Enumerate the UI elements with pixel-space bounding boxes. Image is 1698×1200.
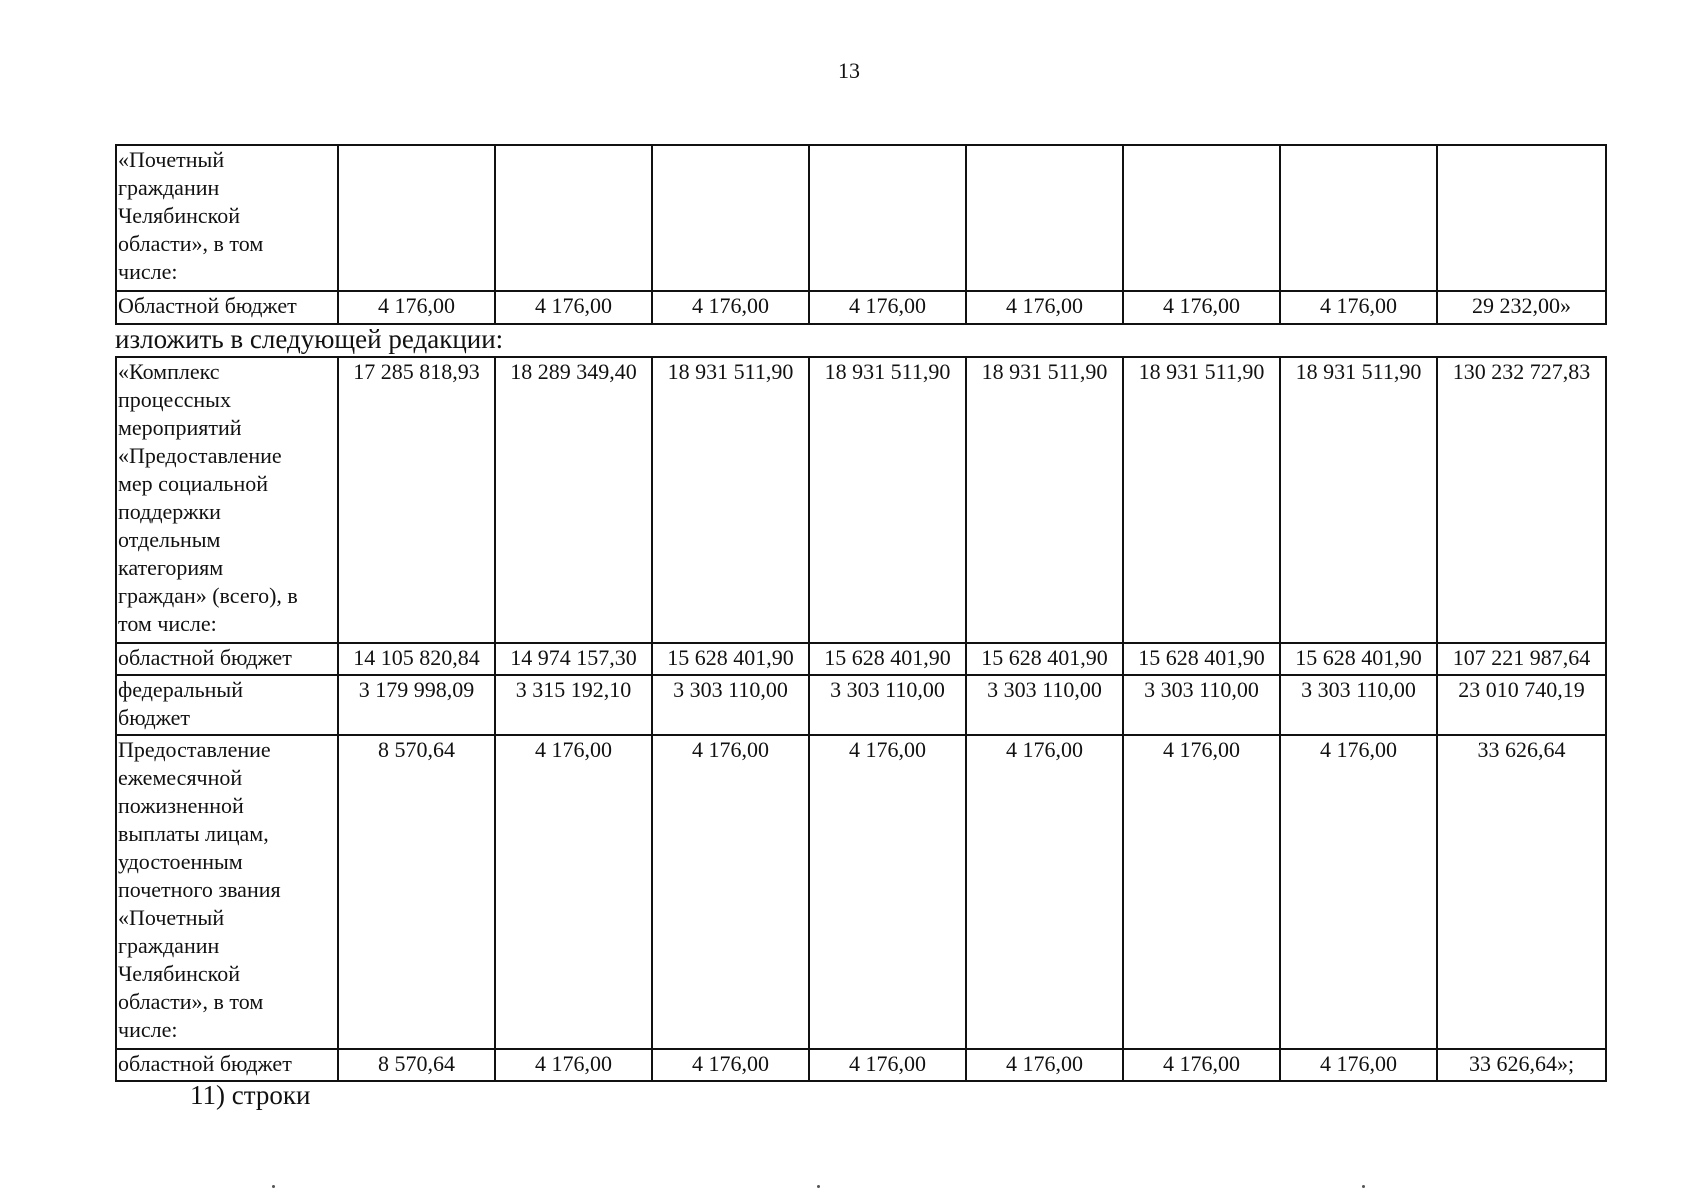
- table-row: [116, 675, 1606, 735]
- scan-dot: [1362, 1185, 1365, 1188]
- row-label: областной бюджет: [116, 643, 338, 675]
- old-budget-table: [115, 144, 1607, 325]
- table-cell: 4 176,00: [495, 735, 652, 1049]
- table-cell: [1437, 145, 1606, 291]
- table-cell: 4 176,00: [1123, 291, 1280, 324]
- table-cell: [809, 145, 966, 291]
- scan-dot: [817, 1185, 820, 1188]
- table-cell: 4 176,00: [338, 291, 495, 324]
- next-item-text: 11) строки: [190, 1080, 311, 1110]
- table-row: [116, 643, 1606, 675]
- table-cell: 33 626,64: [1437, 735, 1606, 1049]
- table-row: [116, 291, 1606, 324]
- table-cell: 3 303 110,00: [1280, 675, 1437, 735]
- table-cell: 4 176,00: [809, 1049, 966, 1081]
- table-cell: [1280, 145, 1437, 291]
- table-cell: 18 931 511,90: [966, 357, 1123, 643]
- row-label: Областной бюджет: [116, 291, 338, 324]
- table-cell: 4 176,00: [495, 1049, 652, 1081]
- table-cell: 14 105 820,84: [338, 643, 495, 675]
- table-cell: 130 232 727,83: [1437, 357, 1606, 643]
- table-row: [116, 735, 1606, 1049]
- table-row: [116, 145, 1606, 291]
- table-cell: 15 628 401,90: [652, 643, 809, 675]
- row-label: «Почетный гражданин Челябинской области», в том числе:: [116, 145, 338, 291]
- table-cell: 4 176,00: [1280, 1049, 1437, 1081]
- table-cell: 4 176,00: [1123, 1049, 1280, 1081]
- table-row: [116, 1049, 1606, 1081]
- table-cell: 4 176,00: [966, 1049, 1123, 1081]
- table-cell: 15 628 401,90: [1280, 643, 1437, 675]
- table-cell: 3 303 110,00: [966, 675, 1123, 735]
- table-cell: 8 570,64: [338, 735, 495, 1049]
- row-label: областной бюджет: [116, 1049, 338, 1081]
- table-cell: 3 315 192,10: [495, 675, 652, 735]
- instruction-text: изложить в следующей редакции:: [115, 324, 504, 354]
- table-cell: 4 176,00: [966, 291, 1123, 324]
- table-cell: 15 628 401,90: [966, 643, 1123, 675]
- table-cell: 33 626,64»;: [1437, 1049, 1606, 1081]
- table-cell: 15 628 401,90: [809, 643, 966, 675]
- table-row: [116, 357, 1606, 643]
- table-cell: 4 176,00: [652, 1049, 809, 1081]
- new-budget-table: [115, 356, 1607, 1082]
- table-cell: 18 931 511,90: [652, 357, 809, 643]
- table-cell: 4 176,00: [1280, 291, 1437, 324]
- table-cell: 14 974 157,30: [495, 643, 652, 675]
- table-cell: 3 303 110,00: [1123, 675, 1280, 735]
- table-cell: 18 289 349,40: [495, 357, 652, 643]
- table-cell: 18 931 511,90: [1280, 357, 1437, 643]
- table-cell: 4 176,00: [652, 291, 809, 324]
- table-cell: 15 628 401,90: [1123, 643, 1280, 675]
- table-cell: 4 176,00: [966, 735, 1123, 1049]
- table-cell: 17 285 818,93: [338, 357, 495, 643]
- table-cell: 3 303 110,00: [652, 675, 809, 735]
- table-cell: 8 570,64: [338, 1049, 495, 1081]
- table-cell: [338, 145, 495, 291]
- table-cell: 3 179 998,09: [338, 675, 495, 735]
- table-cell: 4 176,00: [1123, 735, 1280, 1049]
- table-cell: [1123, 145, 1280, 291]
- row-label: «Комплекс процессных мероприятий «Предоставление мер социальной поддержки отдельным категориям граждан» (всего), в том числе:: [116, 357, 338, 643]
- table-cell: 3 303 110,00: [809, 675, 966, 735]
- table-cell: [966, 145, 1123, 291]
- row-label: федеральный бюджет: [116, 675, 338, 735]
- table-cell: 4 176,00: [1280, 735, 1437, 1049]
- table-cell: 4 176,00: [809, 291, 966, 324]
- scan-dot: [272, 1185, 275, 1188]
- table-cell: 18 931 511,90: [1123, 357, 1280, 643]
- table-cell: 18 931 511,90: [809, 357, 966, 643]
- page-number: 13: [838, 58, 860, 83]
- table-cell: [652, 145, 809, 291]
- table-cell: [495, 145, 652, 291]
- table-cell: 4 176,00: [809, 735, 966, 1049]
- row-label: Предоставление ежемесячной пожизненной выплаты лицам, удостоенным почетного звания «Почетный гражданин Челябинской области», в том числе:: [116, 735, 338, 1049]
- table-cell: 29 232,00»: [1437, 291, 1606, 324]
- table-cell: 23 010 740,19: [1437, 675, 1606, 735]
- table-cell: 107 221 987,64: [1437, 643, 1606, 675]
- table-cell: 4 176,00: [652, 735, 809, 1049]
- table-cell: 4 176,00: [495, 291, 652, 324]
